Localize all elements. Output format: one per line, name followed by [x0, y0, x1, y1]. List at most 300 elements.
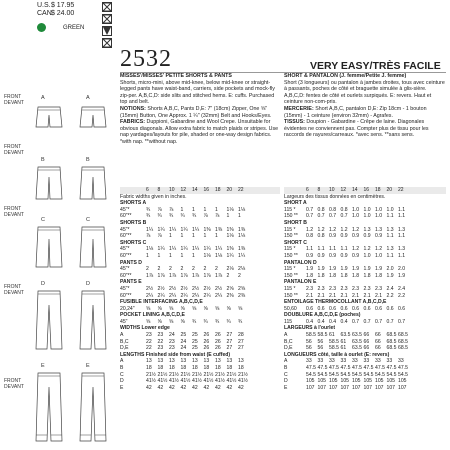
yardage-row-cell: 1.8 [363, 272, 371, 279]
yardage-row-label: 115 * [284, 206, 296, 213]
size-header-cell: 12 [340, 187, 347, 193]
lengths-row-cell: 107 [329, 384, 338, 391]
yardage-row-cell: 1 [238, 213, 241, 220]
lengths-row-cell: 41½ [180, 378, 191, 385]
widths-row-cell: 66 [363, 332, 370, 339]
color-dot [37, 23, 46, 32]
widths-row-label: D,E [120, 345, 129, 352]
yardage-row-cell: ⅞ [157, 233, 162, 240]
yardage-row-cell: 0.7 [352, 318, 360, 325]
lengths-row-cell: 33 [363, 358, 370, 365]
yardage-row-cell: 1 [169, 233, 172, 240]
size-header-label [284, 187, 306, 194]
widths-row-label: A [120, 332, 124, 339]
yardage-row-cell: 2.1 [329, 292, 337, 299]
english-fabrics: FABRICS: Duppioni, Gabardine and Wool Crepe. Unsuitable for obvious diagonals. Allow extra fabric to match plaids or stripes. Use nap yardages/layouts for pile, shaded or one-way design fabrics. *with nap. **without nap. [120, 119, 279, 145]
yardage-row-cell: 1.0 [352, 206, 360, 213]
lengths-row-cell: 18 [192, 365, 198, 372]
widths-row-cell: 61 [340, 338, 347, 345]
widths-row-cell: 56 [306, 345, 312, 352]
yardage-row-cell: 1.1 [398, 252, 406, 259]
yardage-row-cell: 0.6 [306, 305, 314, 312]
yardage-row-cell: 0.7 [317, 213, 325, 220]
yardage-row-cell: 1.9 [317, 266, 325, 273]
size-header-cell: 14 [192, 187, 198, 193]
yardage-row-cell: ⅞ [169, 206, 174, 213]
english-body: Shorts, micro-mini, above mid-knee, below mid-knee or straight-legged pants have waist-band, carriers, side pockets and mock-fly zip-per. A,B,C,D: side slits and stitched hems. E: cuffs. Purchased top and belt. [120, 79, 275, 106]
lengths-row-cell: 13 [238, 358, 244, 365]
lengths-row-cell: 105 [386, 378, 395, 385]
lengths-row [120, 385, 280, 392]
yardage-row-cell: 0.6 [398, 305, 406, 312]
yardage-row-cell: 1.9 [306, 266, 314, 273]
yardage-row-cell: 1.3 [386, 246, 394, 253]
widths-row-cell: 56 [306, 338, 312, 345]
yardage-row-label: 115 * [284, 285, 296, 292]
lengths-row-cell: 13 [215, 358, 221, 365]
lengths-row-cell: 47.5 [363, 365, 374, 372]
yardage-row [120, 266, 280, 273]
figure-label-d: FRONT DEVANT [4, 284, 24, 296]
lengths-row [284, 372, 446, 379]
yardage-row [120, 306, 280, 313]
fabric-note: Largeurs des tissus données en centimètres. [284, 193, 386, 200]
yardage-row [284, 233, 446, 240]
size-header-cell: 18 [215, 187, 221, 193]
widths-row-cell: 26 [215, 332, 221, 339]
yardage-row-cell: 1.0 [386, 206, 394, 213]
size-header-cell: 10 [169, 187, 175, 193]
lengths-row-cell: 107 [398, 384, 407, 391]
widths-row-cell: 24 [169, 332, 175, 339]
yardage-row-cell: 1⅞ [203, 272, 211, 279]
yardage-row-cell: 0.9 [352, 252, 360, 259]
figure-label-c: FRONT DEVANT [4, 206, 24, 218]
yardage-row-label: 50,60 [284, 305, 297, 312]
yardage-row-cell: 1¼ [238, 252, 246, 259]
yardage-row-label: 150 ** [284, 252, 298, 259]
lengths-row-cell: 42 [146, 384, 152, 391]
figure-letter-c-back: C [86, 217, 90, 223]
widths-title: LARGEURS à l'ourlet [284, 325, 336, 332]
yardage-row-cell: 0.9 [375, 233, 383, 240]
widths-row-cell: 23 [157, 332, 164, 339]
yardage-row-cell: 1 [203, 206, 207, 213]
yardage-row-cell: 1.8 [329, 272, 337, 279]
yardage-row-cell: 0.8 [317, 206, 325, 213]
lengths-row-cell: 107 [317, 384, 326, 391]
lengths-row-cell: 54.5 [375, 371, 385, 378]
widths-row-cell: 61 [329, 332, 335, 339]
yardage-row [120, 273, 280, 280]
size-header-cell: 6 [306, 187, 309, 193]
lengths-row-cell: 13 [192, 358, 198, 365]
yardage-row-cell: 2 [203, 266, 207, 273]
yardage-row-label: 150 ** [284, 213, 298, 220]
lengths-row-cell: 18 [157, 365, 164, 372]
lengths-row-cell: 33 [329, 358, 335, 365]
lengths-title: LENGTHS Finished side from waist (E cuffed) [120, 351, 231, 358]
difficulty-label: VERY EASY/TRÈS FACILE [310, 60, 441, 72]
yardage-row-cell: 1.9 [352, 266, 360, 273]
lengths-row [284, 358, 446, 365]
widths-row-cell: 23 [169, 345, 175, 352]
yardage-row [284, 246, 446, 253]
fabric-note: Fabric widths given in inches. [120, 193, 187, 200]
figure-letter-c: C [41, 217, 45, 223]
figure-letter-a: A [41, 95, 45, 101]
figure-letter-e: E [41, 363, 45, 369]
yardage-row-cell: 2 [215, 266, 218, 273]
widths-row-cell: 66 [375, 338, 381, 345]
lengths-row-cell: 54.5 [340, 371, 351, 378]
yardage-row-label: 45"* [120, 285, 130, 292]
yardage-row-cell: 0.7 [386, 318, 394, 325]
french-title: SHORT & PANTALON (J. femme/Petite J. femme) [284, 73, 407, 79]
lengths-row-label: C [284, 371, 288, 378]
lengths-row-cell: 42 [180, 384, 187, 391]
lengths-row-cell: 42 [192, 384, 198, 391]
yardage-row-cell: 1 [215, 233, 218, 240]
yardage-row-cell: 1 [169, 252, 172, 259]
yardage-row-cell: 1¼ [215, 246, 223, 253]
shorts-c-back-sketch [78, 225, 108, 269]
yardage-row-cell: 1⅛ [203, 252, 211, 259]
size-header-cell: 20 [386, 187, 393, 193]
yardage-row-cell: 2½ [215, 285, 223, 292]
yardage-row [284, 207, 446, 214]
yardage-row-cell: 1⅜ [226, 246, 234, 253]
widths-row-label: B,C [284, 338, 293, 345]
widths-row-cell: 23 [169, 338, 175, 345]
price-us: U.S. $ 17.95 [37, 2, 75, 9]
yardage-row-cell: 0.9 [317, 252, 325, 259]
yardage-row-cell: 2¼ [192, 292, 200, 299]
lengths-row-cell: 107 [352, 384, 361, 391]
widths-row [284, 345, 446, 352]
yardage-row-cell: 1.2 [352, 246, 360, 253]
widths-row-cell: 63.5 [352, 345, 362, 352]
yardage-row-cell: 2 [226, 272, 230, 279]
lengths-row-cell: 54.5 [398, 371, 408, 378]
triangle-down-icon [102, 26, 112, 36]
lengths-row-label: B [120, 365, 124, 372]
widths-row-cell: 27 [238, 345, 244, 352]
lengths-row-cell: 105 [329, 378, 338, 385]
yardage-row-cell: 1⅞ [157, 272, 165, 279]
figure-letter-e-back: E [86, 363, 90, 369]
yardage-row-cell: ¾ [238, 318, 243, 325]
widths-row-cell: 25 [192, 345, 198, 352]
widths-row-cell: 68.5 [386, 338, 397, 345]
yardage-row-cell: 0.7 [306, 213, 314, 220]
yardage-row-cell: 2¼ [146, 292, 154, 299]
yardage-row-cell: 1 [215, 206, 218, 213]
yardage-row-cell: 1¼ [146, 226, 154, 233]
lengths-row-label: B [284, 365, 288, 372]
yardage-row-cell: 1⅛ [226, 206, 234, 213]
yardage-row-cell: 1⅞ [146, 272, 154, 279]
yardage-row-cell: ⅞ [157, 206, 162, 213]
yardage-row-cell: 2.1 [340, 292, 348, 299]
yardage-row-cell: 0.9 [329, 233, 337, 240]
yardage-row-cell: 1⅜ [238, 226, 246, 233]
yardage-row-cell: 1¼ [192, 246, 200, 253]
lengths-row-cell: 21½ [157, 371, 168, 378]
widths-row-cell: 56 [317, 338, 324, 345]
yardage-row-cell: 1.8 [340, 272, 348, 279]
lengths-row-cell: 33 [352, 358, 358, 365]
lengths-row-cell: 41½ [192, 378, 202, 385]
yardage-row-label: 115 * [284, 226, 296, 233]
lengths-row-cell: 33 [375, 358, 381, 365]
yardage-row-cell: 2.3 [317, 285, 325, 292]
widths-row-cell: 24 [180, 345, 187, 352]
size-header-cell: 22 [238, 187, 244, 193]
yardage-section-title: DOUBLURE A,B,C,D,E (poches) [284, 312, 361, 319]
yardage-row-cell: 2¼ [169, 292, 177, 299]
yardage-row-cell: 2.0 [398, 266, 406, 273]
lengths-row-cell: 47.5 [375, 365, 385, 372]
yardage-row-cell: 1 [192, 252, 195, 259]
size-header-cell: 8 [317, 187, 321, 193]
lengths-row-cell: 105 [375, 378, 384, 385]
yardage-row-cell: ⅝ [157, 305, 162, 312]
yardage-row-cell: 1.0 [375, 206, 383, 213]
yardage-row-cell: 1¼ [203, 246, 211, 253]
yardage-row [120, 253, 280, 260]
yardage-section-title: SHORT C [284, 239, 307, 246]
yardage-row-cell: 0.8 [329, 206, 337, 213]
lengths-row-cell: 47.5 [329, 365, 339, 372]
yardage-row-cell: 1 [146, 252, 149, 259]
size-header-cell: 16 [203, 187, 210, 193]
yardage-row [120, 293, 280, 300]
lengths-row-cell: 41½ [215, 378, 225, 385]
widths-row-cell: 68.5 [386, 332, 397, 339]
lengths-row-cell: 21½ [146, 371, 156, 378]
yardage-row-cell: 1.1 [329, 246, 337, 253]
lengths-row-cell: 54.5 [317, 371, 328, 378]
lengths-row-cell: 41½ [146, 378, 156, 385]
lengths-row-cell: 107 [386, 384, 395, 391]
yardage-row [284, 266, 446, 273]
widths-row-cell: 68.5 [398, 345, 408, 352]
widths-row-cell: 63.5 [340, 332, 351, 339]
lengths-row-cell: 47.5 [306, 365, 316, 372]
widths-row [120, 339, 280, 346]
yardage-row-cell: 1.9 [398, 272, 406, 279]
size-header-cell: 16 [363, 187, 370, 193]
yardage-row-label: 115 [284, 318, 293, 325]
yardage-row-cell: 1.0 [363, 213, 371, 220]
yardage-row-cell: 1 [180, 206, 184, 213]
lengths-row-cell: 105 [306, 378, 315, 385]
size-header-cell: 22 [398, 187, 404, 193]
yardage-row-cell: 2 [238, 272, 241, 279]
yardage-row [284, 306, 446, 313]
yardage-section-title: POCKET LINING A,B,C,D,E [120, 312, 185, 319]
size-header-cell: 20 [226, 187, 233, 193]
yardage-row [284, 286, 446, 293]
figure-label-e: FRONT DEVANT [4, 378, 24, 390]
lengths-row-cell: 13 [203, 358, 210, 365]
yardage-row-cell: 1 [180, 233, 184, 240]
color-label: GREEN [63, 25, 85, 31]
widths-row-cell: 25 [192, 332, 198, 339]
lengths-row-cell: 105 [352, 378, 361, 385]
widths-row-cell: 58.5 [317, 332, 328, 339]
yardage-section-title: PANTS E [120, 279, 142, 286]
lengths-row-cell: 54.5 [352, 371, 362, 378]
yardage-row-cell: 2.3 [340, 285, 348, 292]
yardage-table-en [120, 187, 280, 391]
size-header-cell: 8 [157, 187, 161, 193]
widths-row-cell: 68.5 [386, 345, 397, 352]
yardage-row-cell: 2¼ [215, 292, 223, 299]
pants-e-back-sketch [78, 371, 108, 443]
lengths-row-cell: 107 [363, 384, 372, 391]
yardage-row-cell: ⅝ [192, 305, 197, 312]
yardage-row-cell: 2¼ [203, 292, 211, 299]
yardage-row-cell: 1⅞ [192, 272, 200, 279]
yardage-row-cell: ⅝ [180, 318, 185, 325]
figure-letter-a-back: A [86, 95, 90, 101]
size-header-cell: 18 [375, 187, 381, 193]
yardage-section-title: PANTALON D [284, 259, 317, 266]
lengths-row-label: E [120, 384, 124, 391]
yardage-row-cell: 2.1 [375, 292, 383, 299]
yardage-row-cell: 0.6 [363, 305, 371, 312]
yardage-row-cell: 1.1 [386, 213, 394, 220]
widths-row [284, 332, 446, 339]
yardage-row-cell: ¾ [226, 318, 231, 325]
yardage-row-cell: ¾ [215, 318, 220, 325]
size-header [284, 187, 446, 194]
french-tissus: TISSUS: Doupion - Gabardine - Crêpe de laine. Diagonales évidentes ne conviennent pas. Compter plus de tissu pour les raccords de rayures/carreaux. *avec sens. **sans sens. [284, 119, 429, 139]
yardage-row-cell: ¾ [203, 318, 208, 325]
lengths-row-cell: 13 [146, 358, 152, 365]
yardage-row-cell: 0.6 [375, 305, 383, 312]
lengths-row-cell: 21½ [238, 371, 248, 378]
yardage-row-cell: 1⅞ [169, 272, 177, 279]
lengths-title: LONGUEURS côté, taille à ourlet (E: revers) [284, 351, 390, 358]
lengths-row-cell: 42 [215, 384, 221, 391]
lengths-row-cell: 21½ [215, 371, 225, 378]
yardage-row-cell: 0.6 [340, 305, 348, 312]
widths-row-cell: 26 [215, 345, 221, 352]
yardage-row [284, 213, 446, 220]
yardage-row-cell: 2.1 [352, 292, 360, 299]
yardage-row-cell: 0.9 [352, 233, 360, 240]
lengths-row-cell: 47.5 [340, 365, 351, 372]
widths-row-cell: 68.5 [398, 332, 408, 339]
yardage-row-cell: 1 [180, 252, 184, 259]
yardage-row-cell: 1⅛ [238, 206, 246, 213]
yardage-row-cell: 0.6 [329, 305, 337, 312]
widths-row-cell: 63.5 [352, 332, 362, 339]
bowtie-icon [102, 2, 112, 12]
yardage-row-cell: 1.1 [398, 213, 406, 220]
yardage-row-cell: 1 [192, 233, 195, 240]
lengths-row-cell: 47.5 [386, 365, 397, 372]
yardage-row-cell: 1.2 [363, 246, 371, 253]
widths-row-cell: 66 [363, 345, 370, 352]
yardage-row-cell: 2½ [157, 285, 165, 292]
yardage-row-cell: 2.3 [306, 285, 314, 292]
widths-row-cell: 58.5 [329, 338, 339, 345]
lengths-row-cell: 18 [203, 365, 210, 372]
yardage-row-cell: 1¼ [192, 226, 200, 233]
yardage-row-cell: 1.0 [352, 213, 360, 220]
yardage-row-label: 60"** [120, 252, 132, 259]
lengths-row [120, 378, 280, 385]
yardage-row-cell: 2⅝ [238, 285, 246, 292]
lengths-row-cell: 105 [317, 378, 326, 385]
yardage-row [284, 293, 446, 300]
lengths-row-cell: 21½ [192, 371, 202, 378]
widths-row-cell: 26 [203, 338, 210, 345]
yardage-row-label: 45" [120, 318, 128, 325]
lengths-row-cell: 33 [317, 358, 324, 365]
yardage-row-cell: ⅞ [203, 213, 208, 220]
figure-letter-d-back: D [86, 281, 90, 287]
pants-e-front-sketch [34, 371, 64, 443]
yardage-section-title: SHORTS C [120, 239, 147, 246]
yardage-row-cell: ⅝ [169, 305, 174, 312]
french-mercerie: MERCERIE: Short A,B,C, pantalon D,E: Zip 18cm - 1 bouton (15mm) - 1 ceinture (environ 32mm) - Agrafes. [284, 105, 427, 119]
widths-row-cell: 22 [157, 338, 164, 345]
yardage-row-cell: 0.4 [317, 318, 325, 325]
yardage-row [284, 273, 446, 280]
yardage-section-title: SHORTS B [120, 219, 147, 226]
yardage-row-cell: 2⅜ [226, 292, 234, 299]
yardage-row-cell: 1.9 [375, 266, 383, 273]
yardage-row-cell: ⅝ [238, 305, 243, 312]
yardage-row-cell: 1.0 [375, 213, 383, 220]
lengths-row-cell: 18 [146, 365, 152, 372]
widths-row-cell: 27 [226, 332, 233, 339]
french-description [284, 73, 446, 139]
hourglass-icon-2 [102, 38, 112, 48]
yardage-row-cell: 0.6 [386, 305, 394, 312]
lengths-row-cell: 42 [169, 384, 175, 391]
yardage-row-cell: 0.7 [363, 318, 371, 325]
yardage-row-label: 150 ** [284, 292, 298, 299]
lengths-row-cell: 13 [226, 358, 233, 365]
yardage-row-cell: ¾ [157, 213, 162, 220]
pattern-number: 2532 [120, 46, 172, 72]
yardage-row-cell: 0.6 [352, 305, 360, 312]
lengths-row-cell: 42 [203, 384, 210, 391]
widths-row-cell: 28 [238, 332, 244, 339]
yardage-row-cell: ⅝ [169, 318, 174, 325]
lengths-row-cell: 13 [169, 358, 175, 365]
lengths-row-cell: 47.5 [317, 365, 328, 372]
yardage-row-label: 60"** [120, 272, 132, 279]
widths-row-cell: 63.5 [352, 338, 362, 345]
lengths-row-cell: 18 [238, 365, 244, 372]
figure-label-a: FRONT DEVANT [4, 94, 24, 106]
yardage-row-cell: 1¼ [169, 226, 177, 233]
yardage-row-cell: 0.7 [340, 213, 348, 220]
widths-row-cell: 25 [180, 332, 187, 339]
yardage-row-cell: 2⅜ [238, 292, 246, 299]
lengths-row [120, 365, 280, 372]
yardage-row-cell: 1.1 [386, 233, 394, 240]
yardage-row-cell: 2.1 [363, 292, 371, 299]
lengths-row-cell: 107 [340, 384, 349, 391]
